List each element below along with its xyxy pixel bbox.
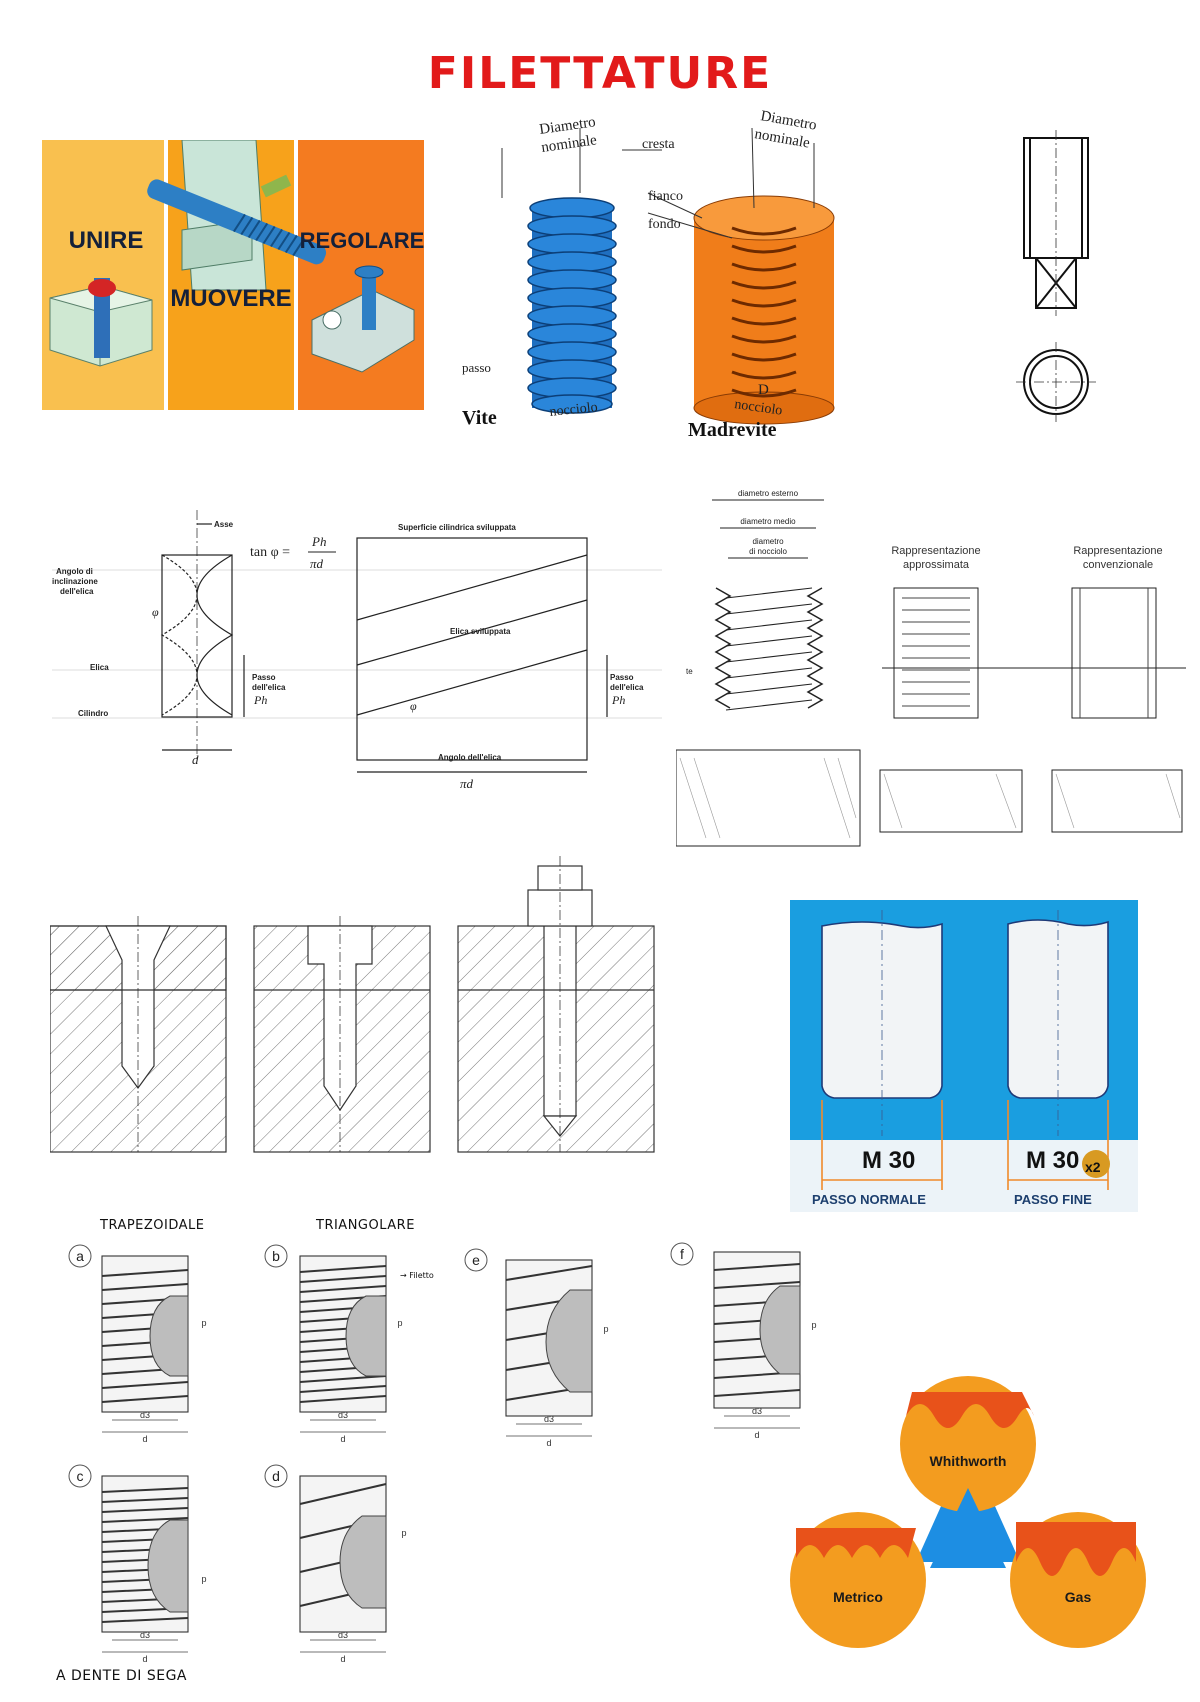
phi-label: φ — [152, 605, 159, 619]
dim-p-d: p — [401, 1528, 407, 1538]
ph-label: Ph — [254, 693, 268, 707]
thread-profiles-panel — [60, 1236, 840, 1666]
dim-p-c: p — [201, 1574, 207, 1584]
passo-fine-label: PASSO FINE — [1014, 1192, 1092, 1207]
passo-normale-label: PASSO NORMALE — [812, 1192, 926, 1207]
dim-d-c: d — [142, 1654, 148, 1664]
passo-label: passo — [462, 360, 491, 375]
passo-elica-label-1: Passo — [252, 673, 276, 682]
diametro-nocciolo-label-1: diametro — [752, 537, 784, 546]
angolo-label-3: dell'elica — [60, 587, 94, 596]
dim-d-d: d — [340, 1654, 346, 1664]
tan-formula-num: Ph — [312, 534, 327, 549]
passo-elica-label-4: dell'elica — [610, 683, 644, 692]
elica-sviluppata-label: Elica sviluppata — [450, 627, 511, 636]
dim-p-a: p — [201, 1318, 207, 1328]
superficie-label: Superficie cilindrica sviluppata — [398, 523, 516, 532]
m30-normale-label: M 30 — [862, 1147, 916, 1174]
page-title: FILETTATURE — [427, 48, 773, 99]
metrico-disk — [790, 1512, 926, 1648]
thread-standards-panel — [780, 1372, 1160, 1662]
dente-di-sega-label: A DENTE DI SEGA — [56, 1668, 187, 1684]
label-unire: UNIRE — [68, 227, 144, 254]
x2-badge: x2 — [1085, 1159, 1101, 1175]
angolo-elica-label: Angolo dell'elica — [438, 753, 502, 762]
profile-label-a: a — [76, 1248, 84, 1264]
screw-nut-panel — [462, 98, 902, 443]
te-label: te — [686, 667, 693, 676]
diametro-esterno-label: diametro esterno — [737, 489, 799, 498]
profile-label-b: b — [272, 1248, 280, 1264]
angolo-label-2: inclinazione — [52, 577, 98, 586]
convenzionale-label-2: convenzionale — [1082, 559, 1154, 571]
convenzionale-label-1: Rappresentazione — [1073, 545, 1163, 557]
angolo-label-1: Angolo di — [56, 567, 93, 576]
fondo-label: fondo — [648, 217, 681, 232]
d-label: D — [758, 382, 769, 398]
passo-elica-label-2: dell'elica — [252, 683, 286, 692]
label-regolare: REGOLARE — [299, 228, 424, 253]
triangolare-label: TRIANGOLARE — [316, 1218, 415, 1233]
profile-label-d: d — [272, 1468, 280, 1484]
bolt-views-panel — [1010, 130, 1120, 430]
thread-uses-panel — [42, 140, 424, 410]
dim-p-b: p — [397, 1318, 403, 1328]
vite-diametro-label: Diametro — [538, 114, 597, 138]
dim-d3-f: d3 — [751, 1406, 763, 1416]
dim-d3-d: d3 — [337, 1630, 349, 1640]
tan-formula-lhs: tan φ = — [250, 545, 291, 560]
cresta-label: cresta — [642, 137, 675, 152]
dim-d3-c: d3 — [139, 1630, 151, 1640]
elica-label: Elica — [90, 663, 109, 672]
dim-d-a: d — [142, 1434, 148, 1444]
approssimata-label-1: Rappresentazione — [891, 545, 981, 557]
passo-normale-fine-panel — [790, 900, 1138, 1212]
dim-d3-a: d3 — [139, 1410, 151, 1420]
vite-nocciolo-label: nocciolo — [548, 400, 599, 420]
madrevite-diametro-label: Diametro — [759, 108, 818, 134]
dim-d3-b: d3 — [337, 1410, 349, 1420]
pid-label: πd — [460, 776, 474, 791]
profile-label-c: c — [76, 1468, 84, 1484]
tan-formula-den: πd — [310, 556, 324, 571]
vite-illustration — [528, 198, 616, 413]
m30-fine-label: M 30 — [1026, 1147, 1080, 1174]
diametro-nocciolo-label-2: di nocciolo — [749, 547, 787, 556]
ph-label-2: Ph — [612, 693, 626, 707]
madrevite-label: Madrevite — [688, 419, 777, 441]
passo-elica-label-3: Passo — [610, 673, 634, 682]
label-muovere: MUOVERE — [170, 285, 292, 312]
fianco-label: fianco — [648, 189, 683, 204]
cilindro-label: Cilindro — [78, 709, 109, 718]
threaded-holes-sections — [50, 856, 660, 1156]
phi-label-2: φ — [410, 699, 417, 713]
madrevite-nocciolo-label: nocciolo — [733, 397, 784, 419]
profile-label-e: e — [472, 1252, 480, 1268]
profile-label-f: f — [680, 1246, 684, 1262]
diametro-medio-label: diametro medio — [740, 517, 796, 526]
d-diameter-label: d — [192, 752, 199, 767]
gas-disk — [1010, 1512, 1146, 1648]
thread-representation-panel — [676, 478, 1186, 858]
metrico-label: Metrico — [833, 1589, 883, 1605]
dim-d3-e: d3 — [543, 1414, 555, 1424]
dim-d-f: d — [754, 1430, 760, 1440]
trapezoidale-label: TRAPEZOIDALE — [100, 1218, 205, 1233]
madrevite-nominale-label: nominale — [753, 126, 812, 152]
vite-label: Vite — [462, 407, 497, 429]
dim-d-b: d — [340, 1434, 346, 1444]
vite-nominale-label: nominale — [540, 132, 598, 156]
dim-d-e: d — [546, 1438, 552, 1448]
dim-p-e: p — [603, 1324, 609, 1334]
asse-label: Asse — [214, 520, 234, 529]
whithworth-label: Whithworth — [929, 1453, 1007, 1469]
helix-diagram — [52, 500, 672, 800]
filetto-note: → Filetto — [400, 1271, 434, 1280]
approssimata-label-2: approssimata — [902, 559, 970, 571]
gas-label: Gas — [1064, 1589, 1092, 1605]
dim-p-f: p — [811, 1320, 817, 1330]
